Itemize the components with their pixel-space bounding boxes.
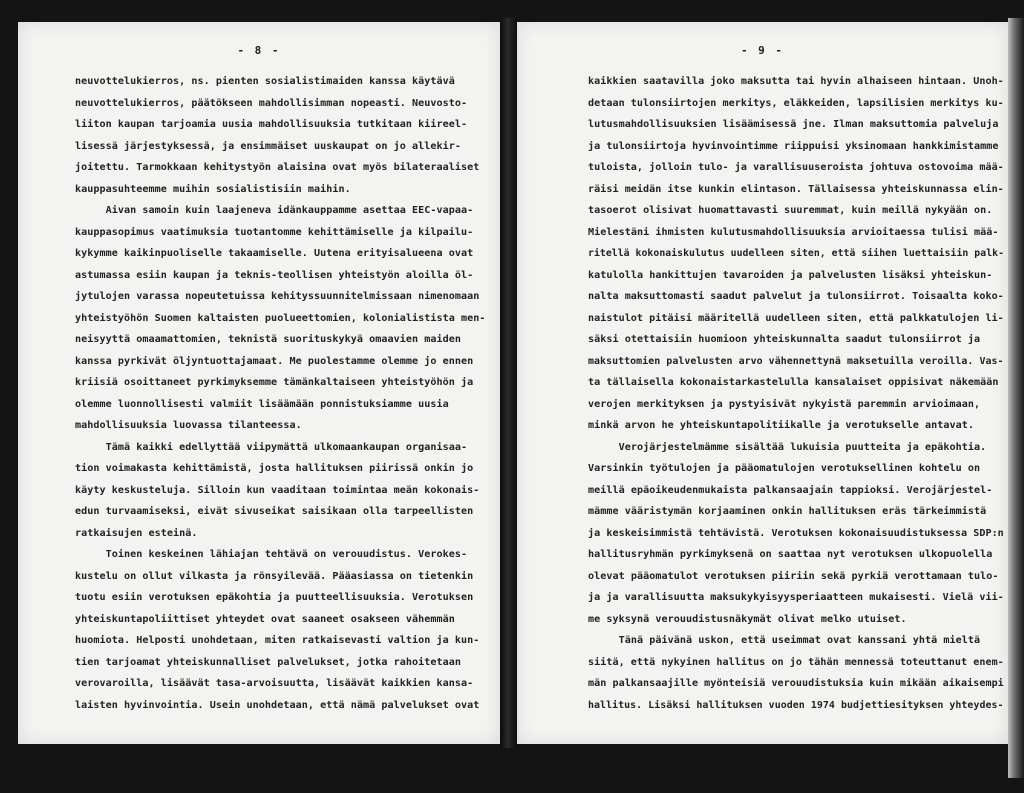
text-line: ja tulonsiirtoja hyvinvointimme riippuisi yksinomaan hankkimistamme (588, 140, 999, 152)
text-line: kauppasuhteemme muihin sosialistisiin maihin. (75, 183, 351, 195)
right-page-text (588, 71, 1004, 716)
text-line: verovaroilla, lisäävät tasa-arvoisuutta, lisäävät kaikkien kansa- (75, 678, 474, 689)
text-line: säksi otettaisiin huomioon yhteiskunnalta saadut tulonsiirrot ja (588, 334, 981, 345)
text-line: mämme vääristymän korjaaminen onkin hallituksen eräs tärkeimmistä (588, 506, 987, 517)
left-page (18, 22, 500, 744)
text-line: kustelu on ollut vilkasta ja rönsyilevää. Pääasiassa on tietenkin (75, 570, 474, 582)
text-line: verojen merkityksen ja pystyisivät nykyistä paremmin arvioimaan, (588, 398, 981, 410)
text-line: liiton kaupan tarjoamia uusia mahdollisuuksia tutkitaan kiireel- (75, 119, 468, 130)
text-line: lutusmahdollisuuksien lisäämisessä jne. Ilman maksuttomia palveluja (588, 119, 999, 130)
text-line: ja keskeisimmistä tehtävistä. Verotuksen kokonaisuudistuksessa SDP:n (588, 527, 1004, 539)
text-line: detaan tulonsiirtojen merkitys, eläkkeiden, lapsilisien merkitys ku- (588, 97, 1004, 109)
text-line: olevat pääomatulot verotuksen piiriin sekä pyrkiä verottamaan tulo- (588, 570, 999, 582)
text-line: naistulot pitäisi määritellä uudelleen siten, että palkkatulojen li- (588, 312, 1004, 324)
text-line: joitettu. Tarmokkaan kehitystyön alaisina ovat myös bilateraaliset (75, 162, 480, 173)
text-line: räisi meidän itse kunkin elintason. Tällaisessa yhteiskunnassa elin- (588, 183, 1004, 195)
text-line: Toinen keskeinen lähiajan tehtävä on verouudistus. Verokes- (75, 549, 468, 560)
text-line: yhteistyöhön Suomen kaltaisten puolueettomien, kolonialistista men- (75, 312, 486, 324)
text-line: kykymme kaikinpuoliselle takaamiselle. Uutena erityisalueena ovat (75, 248, 474, 259)
text-line: Verojärjestelmämme sisältää lukuisia puutteita ja epäkohtia. (588, 441, 987, 453)
text-line: tuotu esiin verotuksen epäkohtia ja puutteellisuuksia. Verotuksen (75, 592, 474, 603)
text-line: mahdollisuuksia luovassa tilanteessa. (75, 420, 302, 431)
text-line: män palkansaajille myönteisiä verouudistuksia kuin mikään aikaisempi (588, 678, 1004, 689)
text-line: hallitusryhmän pyrkimyksenä on saattaa nyt verotuksen ulkopuolella (588, 549, 993, 560)
text-line: laisten hyvinvointia. Usein unohdetaan, että nämä palvelukset ovat (75, 699, 480, 711)
text-line: me syksynä verouudistusnäkymät olivat melko utuiset. (588, 613, 907, 625)
text-line: tion voimakasta kehittämistä, josta hallituksen piirissä onkin jo (75, 463, 474, 474)
text-line: astumassa esiin kaupan ja teknis-teollisen yhteistyön aloilla öl- (75, 269, 474, 281)
book-spine (500, 18, 517, 748)
text-line: huomiota. Helposti unohdetaan, miten ratkaisevasti valtion ja kun- (75, 635, 480, 646)
text-line: Tänä päivänä uskon, että useimmat ovat kanssani yhtä mieltä (588, 635, 981, 646)
text-line: ratkaisujen esteinä. (75, 527, 198, 539)
text-line: käyty keskusteluja. Silloin kun vaaditaan toimintaa meän kokonais- (75, 484, 480, 496)
text-line: ritellä kokonaiskulutus uudelleen siten, että siihen luettaisiin palk- (588, 248, 1005, 259)
text-line: lisessä järjestyksessä, ja ensimmäiset uuskaupat on jo allekir- (75, 140, 461, 152)
text-line: tuloista, jolloin tulo- ja varallisuuseroista johtuva ostovoima mää- (588, 162, 1004, 173)
text-line: Mielestäni ihmisten kulutusmahdollisuuksia arvioitaessa tulisi mää- (588, 226, 999, 238)
text-line: neisyyttä omaamattomien, teknistä suorituskykyä omaavien maiden (75, 334, 461, 345)
text-line: Tämä kaikki edellyttää viipymättä ulkomaankaupan organisaa- (75, 441, 468, 453)
text-line: jytulojen varassa nopeutetuissa kehityssuunnitelmissaan nimenomaan (75, 291, 480, 302)
text-line: siitä, että nykyinen hallitus on jo tähän mennessä toteuttanut enem- (588, 656, 1004, 668)
text-line: tasoerot olisivat huomattavasti suuremmat, kuin meillä nykyään on. (588, 205, 993, 216)
text-line: kauppasopimus vaatimuksia tuotantomme kehittämiselle ja kilpailu- (75, 226, 474, 238)
text-line: olemme luonnollisesti valmiit lisäämään ponnistuksiamme uusia (75, 398, 449, 410)
text-line: ta tällaisella kokonaistarkastelulla kansalaiset oppisivat näkemään (588, 377, 999, 388)
text-line: neuvottelukierros, päätökseen mahdollisimman nopeasti. Neuvosto- (75, 97, 468, 109)
left-page-text (75, 71, 493, 716)
text-line: ja ja varallisuutta maksukykyisyysperiaatteen mukaisesti. Vielä vii- (588, 592, 1004, 603)
text-line: kaikkien saatavilla joko maksutta tai hyvin alhaiseen hintaan. Unoh- (588, 76, 1004, 87)
page-number-left: - 8 - (237, 44, 281, 57)
book-edge-shadow (1008, 18, 1024, 778)
text-line: Varsinkin työtulojen ja pääomatulojen verotuksellinen kohtelu on (588, 463, 981, 474)
text-line: hallitus. Lisäksi hallituksen vuoden 1974 budjettiesityksen yhteydes- (588, 699, 1004, 711)
text-line: nalta maksuttomasti saadut palvelut ja tulonsiirrot. Toisaalta koko- (588, 291, 1004, 302)
text-line: kriisiä osoittaneet pyrkimyksemme tämänkaltaiseen yhteistyöhön ja (75, 377, 474, 388)
text-line: meillä epäoikeudenmukaista palkansaajain tappioksi. Verojärjestel- (588, 484, 993, 496)
text-line: minkä arvon he yhteiskuntapolitiikalle ja verotukselle antavat. (588, 420, 974, 431)
page-number-right: - 9 - (740, 44, 785, 57)
right-page (517, 22, 1008, 744)
text-line: edun turvaamiseksi, eivät sivuseikat saisikaan olla tarpeellisten (75, 506, 474, 517)
text-line: maksuttomien palvelusten arvo vähennettynä maksetuilla veroilla. Vas- (588, 355, 1004, 367)
text-line: neuvottelukierros, ns. pienten sosialistimaiden kanssa käytävä (75, 76, 455, 87)
text-line: katulolla hankittujen tavaroiden ja palvelusten lisäksi yhteiskun- (588, 269, 993, 281)
text-line: kanssa pyrkivät öljyntuottajamaat. Me puolestamme olemme jo ennen (75, 355, 474, 367)
text-line: tien tarjoamat yhteiskunnalliset palvelukset, jotka rahoitetaan (75, 656, 461, 668)
text-line: yhteiskuntapoliittiset yhteydet ovat saaneet osakseen vähemmän (75, 613, 455, 625)
text-line: Aivan samoin kuin laajeneva idänkauppamme asettaa EEC-vapaa- (75, 205, 474, 216)
